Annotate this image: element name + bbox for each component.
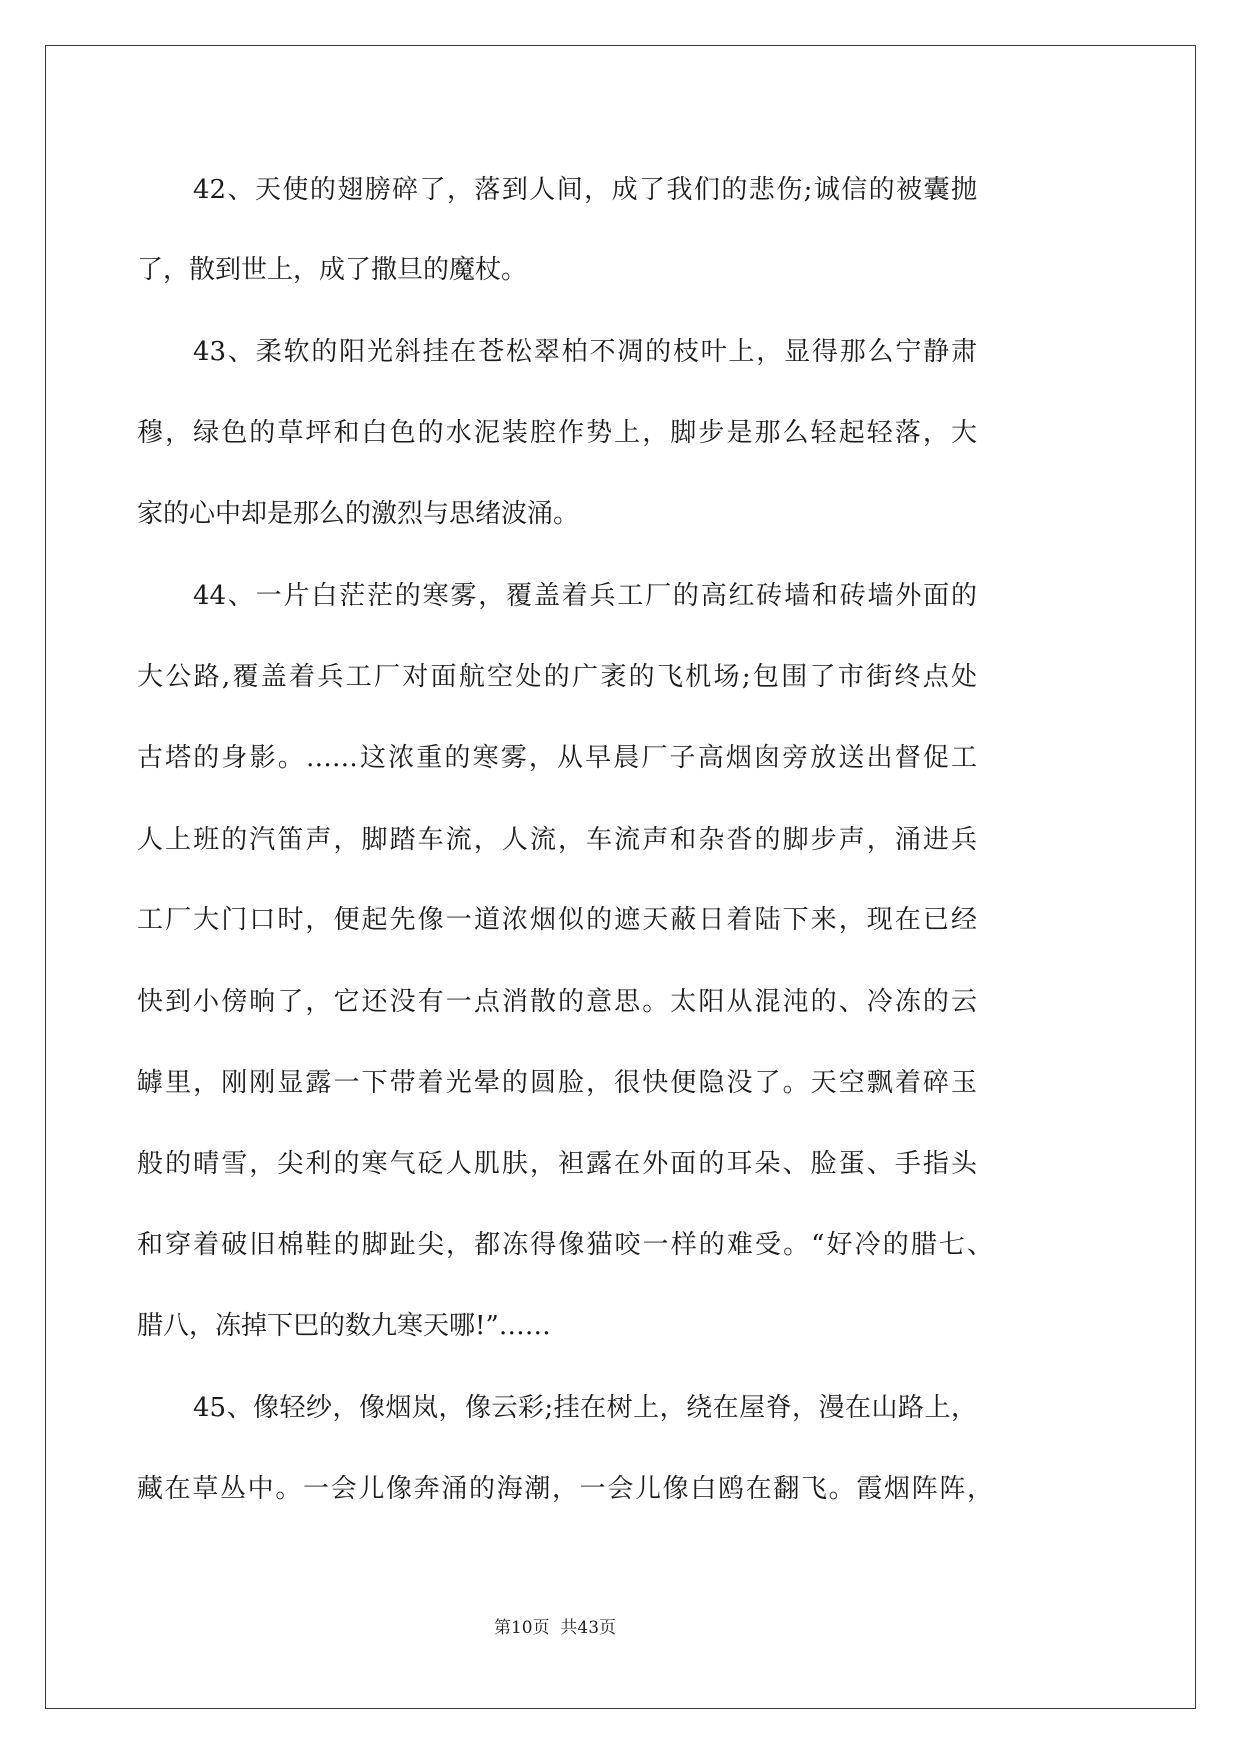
paragraph-line: 人上班的汽笛声，脚踏车流，人流，车流声和杂沓的脚步声，涌进兵 (137, 825, 977, 855)
paragraph-line: 腊八，冻掉下巴的数九寒天哪!”…… (137, 1311, 551, 1341)
paragraph-line: 42、天使的翅膀碎了，落到人间，成了我们的悲伤;诚信的被囊抛 (193, 175, 977, 205)
paragraph-line: 大公路,覆盖着兵工厂对面航空处的广袤的飞机场;包围了市街终点处 (137, 662, 977, 692)
page-number-footer: 第10页 共43页 (493, 1618, 617, 1638)
paragraph-line: 44、一片白茫茫的寒雾，覆盖着兵工厂的高红砖墙和砖墙外面的 (193, 581, 977, 611)
paragraph-line: 和穿着破旧棉鞋的脚趾尖，都冻得像猫咬一样的难受。“好冷的腊七、 (137, 1230, 993, 1260)
paragraph-line: 45、像轻纱，像烟岚，像云彩;挂在树上，绕在屋脊，漫在山路上， (193, 1393, 977, 1423)
paragraph-line: 家的心中却是那么的激烈与思绪波涌。 (137, 499, 580, 529)
paragraph-line: 工厂大门口时，便起先像一道浓烟似的遮天蔽日着陆下来，现在已经 (137, 905, 977, 935)
paragraph-line: 古塔的身影。……这浓重的寒雾，从早晨厂子高烟囱旁放送出督促工 (137, 743, 977, 773)
paragraph-line: 43、柔软的阳光斜挂在苍松翠柏不凋的枝叶上，显得那么宁静肃 (193, 337, 977, 367)
paragraph-line: 快到小傍晌了，它还没有一点消散的意思。太阳从混沌的、冷冻的云 (137, 987, 977, 1017)
paragraph-line: 藏在草丛中。一会儿像奔涌的海潮，一会儿像白鸥在翻飞。霞烟阵阵， (137, 1474, 993, 1504)
page-border (45, 45, 1196, 1709)
paragraph-line: 般的晴雪，尖利的寒气砭人肌肤，袒露在外面的耳朵、脸蛋、手指头 (137, 1149, 977, 1179)
paragraph-line: 了，散到世上，成了撒旦的魔杖。 (137, 255, 528, 285)
paragraph-line: 穆，绿色的草坪和白色的水泥装腔作势上，脚步是那么轻起轻落，大 (137, 418, 977, 448)
paragraph-line: 罅里，刚刚显露一下带着光晕的圆脸，很快便隐没了。天空飘着碎玉 (137, 1068, 977, 1098)
